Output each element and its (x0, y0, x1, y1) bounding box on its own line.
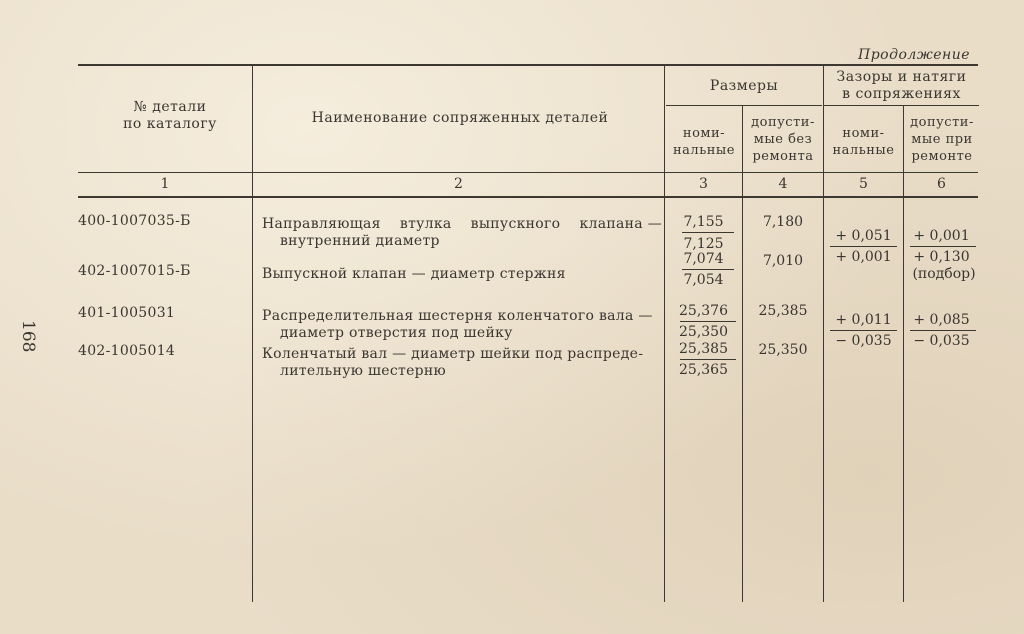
header-clearances-group (824, 69, 979, 103)
header-clearances-allowed-line2: мые при (911, 132, 973, 147)
row-1-catalog-no: 400-1007035-Б (78, 213, 191, 229)
row-2-catalog-no: 402-1007015-Б (78, 263, 191, 279)
clearance-1-allowed-bottom: + 0,130 (913, 249, 970, 265)
column-number-4: 4 (778, 176, 788, 192)
row-1-nominal-bottom: 7,125 (683, 236, 724, 252)
clearance-1-allowed-top: + 0,001 (913, 228, 970, 244)
clearance-2-nominal-fraction-line (830, 330, 897, 331)
row-4-name-line1: Коленчатый вал — диаметр шейки под распреде- (262, 346, 644, 362)
header-sizes-allowed (743, 114, 823, 165)
header-sizes-allowed-line3: ремонта (752, 149, 814, 164)
clearance-1-allowed-fraction-line (910, 246, 976, 247)
header-sizes-allowed-line1: допусти- (751, 115, 815, 130)
header-part-names: Наименование сопряженных деталей (311, 110, 609, 126)
row-1-name-line2: внутренний диаметр (280, 233, 440, 249)
page-number: 168 (18, 320, 38, 353)
header-clearances-allowed-line3: ремонте (911, 149, 973, 164)
header-sizes-group: Размеры (709, 78, 779, 94)
header-clearances-allowed-line1: допусти- (910, 115, 974, 130)
row-3-name-line2: диаметр отверстия под шейку (280, 325, 513, 341)
row-4-name-line2: лительную шестерню (280, 363, 447, 379)
header-catalog-no-line1: № детали (133, 99, 207, 115)
row-3-name-line1: Распределительная шестерня коленчатого вала — (262, 308, 653, 324)
row-1-name-word: втулка (399, 216, 452, 232)
header-clearances-nominal (824, 125, 903, 159)
header-sizes-allowed-line2: мые без (753, 132, 813, 147)
column-number-3: 3 (699, 176, 708, 192)
clearance-1-nominal-fraction-line (830, 246, 897, 247)
row-2-nominal-top: 7,074 (683, 251, 724, 267)
clearance-2-nominal-bottom: − 0,035 (835, 333, 892, 349)
header-sizes-nominal-line1: номи- (682, 126, 726, 141)
row-4-catalog-no: 402-1005014 (78, 343, 176, 359)
row-3-catalog-no: 401-1005031 (78, 305, 176, 321)
header-catalog-no-line2: по каталогу (123, 116, 217, 132)
row-2-nominal-fraction-line (682, 269, 734, 270)
row-1-name-word: клапана — (579, 216, 662, 232)
row-1-name-word: выпускного (470, 216, 561, 232)
clearance-2-nominal-top: + 0,011 (835, 312, 892, 328)
row-1-name-line1 (262, 216, 662, 233)
header-sizes-nominal-line2: нальные (673, 143, 735, 158)
header-bottom-rule (78, 172, 978, 173)
row-1-allowed: 7,180 (762, 214, 804, 230)
clearances-group-rule (824, 105, 979, 106)
row-4-nominal-top: 25,385 (679, 341, 728, 357)
row-3-nominal-fraction-line (680, 321, 736, 322)
header-clearances-nominal-line2: нальные (832, 143, 895, 158)
row-2-name: Выпускной клапан — диаметр стержня (262, 266, 566, 282)
column-number-5: 5 (859, 176, 868, 192)
header-sizes-nominal (666, 125, 742, 159)
clearance-2-allowed-fraction-line (910, 330, 976, 331)
column-number-6: 6 (937, 176, 946, 192)
clearance-2-allowed-top: + 0,085 (913, 312, 970, 328)
row-3-nominal-top: 25,376 (679, 303, 728, 319)
row-1-nominal-fraction-line (682, 232, 734, 233)
row-4-allowed: 25,350 (758, 342, 808, 358)
row-2-nominal-bottom: 7,054 (683, 272, 724, 288)
row-3-allowed: 25,385 (758, 303, 808, 319)
row-1-name-word: Направляющая (262, 216, 381, 232)
column-numbers-rule (78, 196, 978, 198)
column-divider-1 (252, 66, 253, 602)
clearance-1-nominal-bottom: + 0,001 (835, 249, 892, 265)
column-number-2: 2 (454, 176, 463, 192)
table-top-rule (78, 64, 978, 66)
row-2-allowed: 7,010 (762, 253, 804, 269)
row-4-nominal-bottom: 25,365 (679, 362, 728, 378)
header-clearances-nominal-line1: номи- (842, 126, 885, 141)
clearance-1-note: (подбор) (912, 266, 976, 282)
row-3-nominal-bottom: 25,350 (679, 324, 728, 340)
clearance-2-allowed-bottom: − 0,035 (913, 333, 970, 349)
row-4-nominal-fraction-line (680, 359, 736, 360)
column-number-1: 1 (160, 176, 170, 192)
header-clearances-allowed (904, 114, 980, 165)
sizes-group-rule (666, 105, 822, 106)
header-catalog-no (100, 99, 240, 133)
continuation-label: Продолжение (858, 47, 971, 63)
header-clearances-line1: Зазоры и натяги (836, 69, 967, 85)
row-1-nominal-top: 7,155 (683, 214, 724, 230)
header-clearances-line2: в сопряжениях (842, 86, 961, 102)
clearance-1-nominal-top: + 0,051 (835, 228, 892, 244)
